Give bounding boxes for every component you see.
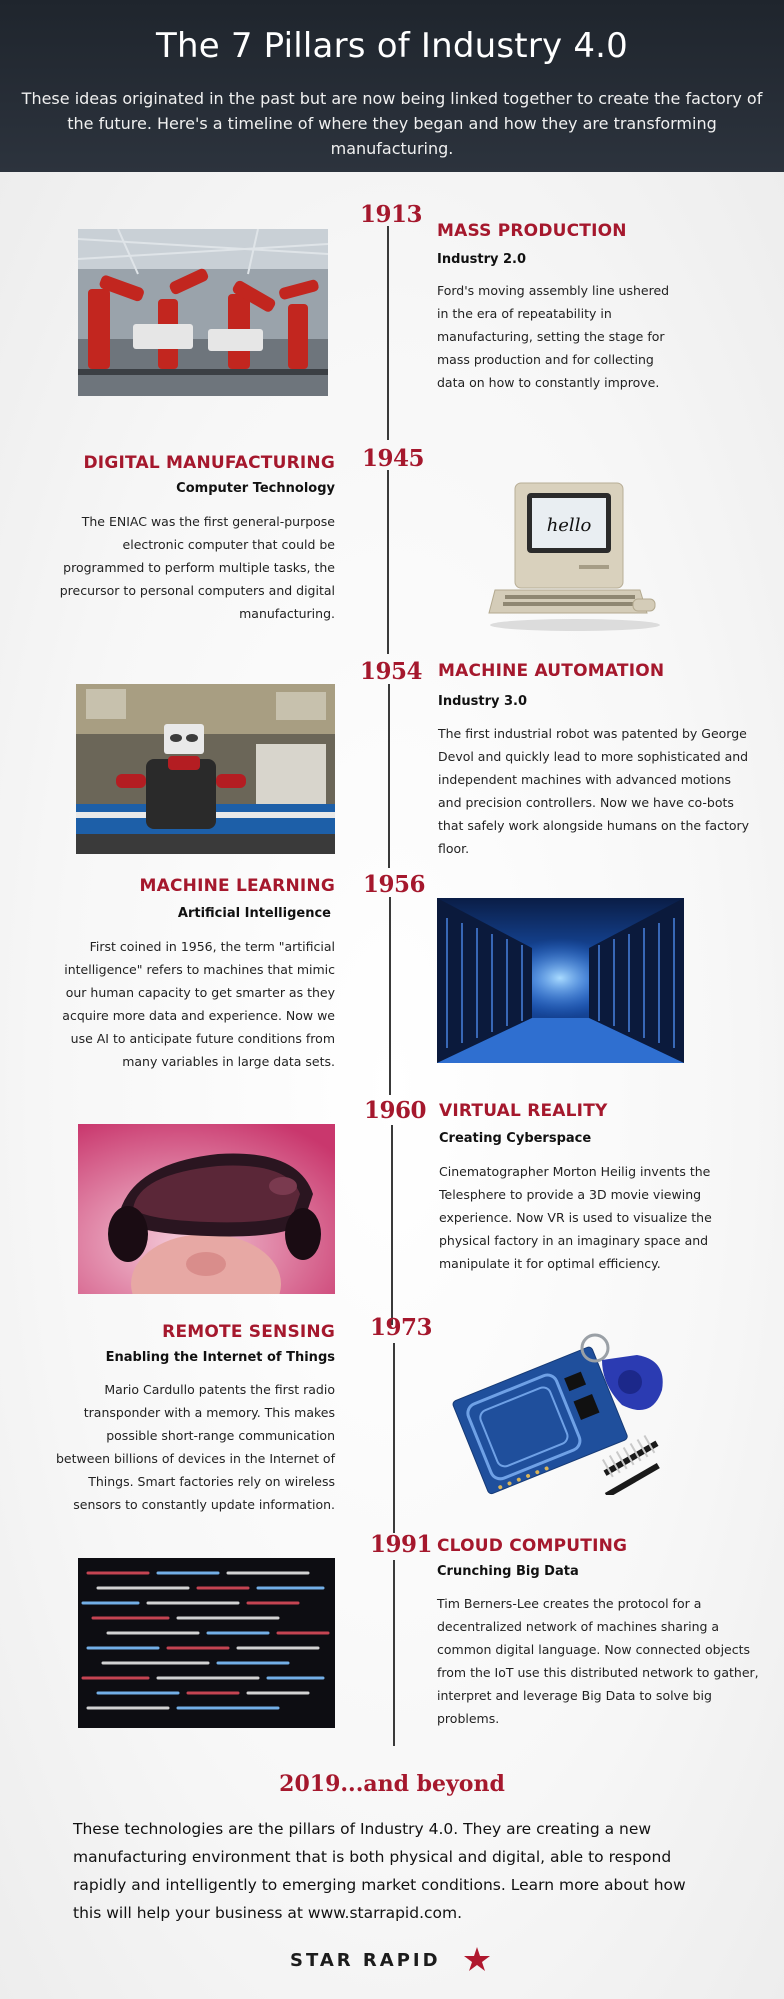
- beyond-title: 2019...and beyond: [279, 1771, 505, 1797]
- year-1956: 1956: [363, 871, 426, 898]
- code-screen-photo: [78, 1558, 335, 1728]
- robotic-assembly-line-photo: [78, 229, 328, 396]
- pillar-title-remote-sensing: REMOTE SENSING: [162, 1322, 335, 1342]
- year-1954: 1954: [360, 658, 423, 685]
- pillar-title-cloud-computing: CLOUD COMPUTING: [437, 1536, 628, 1556]
- vr-headset-photo: [78, 1124, 335, 1294]
- pillar-subtitle-digital-manufacturing: Computer Technology: [176, 481, 335, 496]
- server-room-photo: [437, 898, 684, 1063]
- year-1913: 1913: [360, 201, 423, 228]
- star-rapid-logo: [290, 1946, 500, 1976]
- page-intro: These ideas originated in the past but are now being linked together to create the factory of the future. Here's a timeline of where they began and how they are transforming manufacturing.: [21, 89, 763, 158]
- computer-screen-text: hello: [546, 515, 592, 536]
- star-icon: [463, 1946, 491, 1972]
- closing-paragraph: These technologies are the pillars of Industry 4.0. They are creating a new manufacturing environment that is both physical and digital, able to respond rapidly and intelligently to emerging market conditions. Learn more about how this will help your business at www.starrapid.com.: [73, 1820, 686, 1922]
- pillar-subtitle-machine-automation: Industry 3.0: [438, 694, 528, 709]
- timeline-line-3: [388, 684, 390, 868]
- pillar-title-virtual-reality: VIRTUAL REALITY: [439, 1101, 608, 1121]
- year-1960: 1960: [364, 1097, 427, 1124]
- pillar-subtitle-virtual-reality: Creating Cyberspace: [439, 1131, 592, 1146]
- pillar-desc-machine-automation: The first industrial robot was patented by George Devol and quickly lead to more sophisticated and independent machines with advanced motions and precision controllers. Now we have co-bots that safely work alongside humans on the factory floor.: [438, 726, 750, 856]
- pillar-desc-machine-learning: First coined in 1956, the term "artificial intelligence" refers to machines that mimic our human capacity to get smarter as they acquire more data and experience. Now we use AI to anticipate future conditions from many variables in large data sets.: [62, 939, 335, 1069]
- year-1973: 1973: [370, 1314, 433, 1341]
- year-1991: 1991: [370, 1531, 433, 1558]
- cobot-robot-photo: [76, 684, 335, 854]
- pillar-subtitle-machine-learning: Artificial Intelligence: [177, 906, 331, 921]
- pillar-desc-mass-production: Ford's moving assembly line ushered in the era of repeatability in manufacturing, setting the stage for mass production and for collecting data on how to constantly improve.: [437, 283, 670, 390]
- timeline-line-4: [389, 897, 391, 1095]
- page-title: The 7 Pillars of Industry 4.0: [155, 26, 629, 66]
- pillar-desc-remote-sensing: Mario Cardullo patents the first radio transponder with a memory. This makes possible short-range communication between billions of devices in the Internet of Things. Smart factories rely on wireless sensors to constantly update information.: [56, 1382, 335, 1512]
- pillar-title-digital-manufacturing: DIGITAL MANUFACTURING: [83, 453, 335, 473]
- pillar-desc-digital-manufacturing: The ENIAC was the first general-purpose electronic computer that could be programmed to perform multiple tasks, the precursor to personal computers and digital manufacturing.: [59, 514, 335, 621]
- header-banner: [0, 0, 784, 172]
- timeline-line-6: [393, 1343, 395, 1533]
- timeline-line-2: [387, 470, 389, 654]
- pillar-desc-cloud-computing: Tim Berners-Lee creates the protocol for a decentralized network of machines sharing a common digital language. Now connected objects from the IoT use this distributed network to gather, interpret and leverage Big Data to solve big problems.: [437, 1596, 759, 1726]
- pillar-subtitle-cloud-computing: Crunching Big Data: [437, 1564, 579, 1579]
- pillar-subtitle-mass-production: Industry 2.0: [437, 252, 527, 267]
- timeline-line-5: [391, 1125, 393, 1325]
- logo-text: STAR RAPID: [290, 1950, 441, 1971]
- timeline-line-1: [387, 226, 389, 440]
- pillar-subtitle-remote-sensing: Enabling the Internet of Things: [105, 1350, 335, 1365]
- timeline-line-7: [393, 1560, 395, 1746]
- rfid-module-photo: [452, 1330, 682, 1495]
- pillar-title-machine-automation: MACHINE AUTOMATION: [438, 661, 665, 681]
- pillar-title-mass-production: MASS PRODUCTION: [437, 221, 627, 241]
- pillar-desc-virtual-reality: Cinematographer Morton Heilig invents the Telesphere to provide a 3D movie viewing experience. Now VR is used to visualize the physical factory in an imaginary space and manipulate it for optimal efficiency.: [439, 1164, 712, 1271]
- vintage-computer-photo: [475, 475, 675, 635]
- pillar-title-machine-learning: MACHINE LEARNING: [139, 876, 335, 896]
- year-1945: 1945: [362, 445, 425, 472]
